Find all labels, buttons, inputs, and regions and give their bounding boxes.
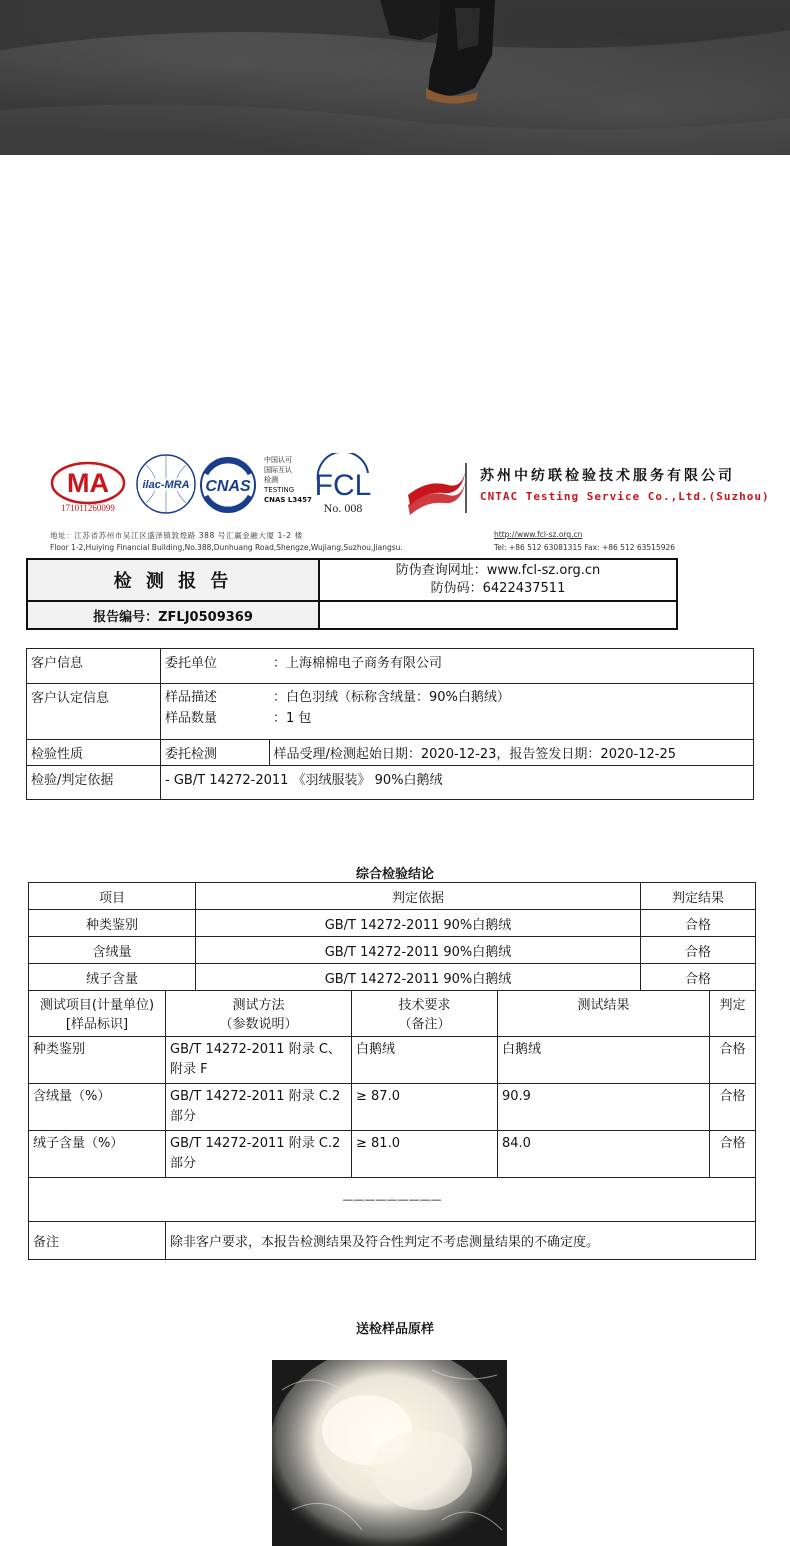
sample-qty-field: 样品数量 [165, 711, 218, 726]
ilac-mra-text: ilac-MRA [142, 479, 190, 491]
details-row-result: 90.9 [498, 1084, 710, 1131]
cnas-logo [198, 456, 258, 514]
ilac-mra-logo [136, 453, 196, 515]
down-feather-image [272, 1360, 507, 1546]
cma-logo-text: MA [67, 468, 109, 498]
summary-row-basis: GB/T 14272-2011 90%白鹅绒 [196, 937, 641, 964]
test-nature-field: 委托检测 [161, 740, 270, 766]
verify-cell [319, 559, 677, 601]
details-header-req-line: （备注） [398, 1017, 451, 1032]
details-header-judge: 判定 [710, 991, 756, 1037]
details-row-method: GB/T 14272-2011 附录 C.2 部分 [166, 1131, 352, 1178]
summary-header-basis: 判定依据 [196, 883, 641, 910]
client-confirm-fields [161, 684, 270, 740]
verify-url: 防伪查询网址：www.fcl-sz.org.cn [395, 563, 601, 578]
test-dates: 样品受理/检测起始日期：2020-12-23，报告签发日期：2020-12-25 [269, 740, 754, 766]
summary-header-item: 项目 [29, 883, 196, 910]
website-link[interactable]: http://www.fcl-sz.org.cn [494, 530, 583, 539]
fcl-logo [312, 453, 374, 517]
company-name-cn: 苏州中纺联检验技术服务有限公司 [480, 468, 735, 484]
client-info-table [26, 648, 754, 800]
sample-desc-field: 样品描述 [165, 690, 218, 705]
details-row-method: GB/T 14272-2011 附录 C、附录 F [166, 1037, 352, 1084]
details-row-judge: 合格 [710, 1084, 756, 1131]
summary-table [28, 882, 756, 991]
details-row-item: 绒子含量（%） [29, 1131, 166, 1178]
cnas-side-text [264, 455, 314, 515]
basis-label: 检验/判定依据 [27, 766, 161, 800]
details-header-item [29, 991, 166, 1037]
summary-row-item: 种类鉴别 [29, 910, 196, 937]
details-header-item-line: 测试项目(计量单位) [39, 998, 155, 1013]
client-confirm-label: 客户认定信息 [27, 684, 161, 740]
cma-logo [50, 461, 126, 513]
details-row-req: ≥ 81.0 [352, 1131, 498, 1178]
fcl-number: No. 008 [323, 501, 363, 515]
empty-cell [319, 601, 677, 629]
summary-row-result: 合格 [641, 910, 756, 937]
details-header-method-line: 测试方法 [232, 998, 285, 1013]
cnas-side-line: CNAS L3457 [264, 496, 312, 504]
details-header-result: 测试结果 [498, 991, 710, 1037]
details-row-judge: 合格 [710, 1037, 756, 1084]
tel-fax: Tel: +86 512 63081315 Fax: +86 512 63515926 [494, 543, 676, 552]
cnas-side-line: 国际互认 [264, 466, 292, 474]
details-row-item: 种类鉴别 [29, 1037, 166, 1084]
address-en: Floor 1-2,Huiying Financial Building,No.388,Dunhuang Road,Shengze,Wujiang,Suzhou,Jiangsu. [50, 543, 403, 552]
company-name-en: CNTAC Testing Service Co.,Ltd.(Suzhou) [480, 490, 770, 503]
cnas-side-line: 检测 [264, 476, 278, 484]
report-title-box [26, 558, 678, 630]
client-label: 客户信息 [27, 649, 161, 684]
sample-photo [272, 1360, 507, 1546]
fcl-logo-text: FCL [314, 469, 372, 502]
summary-row-basis: GB/T 14272-2011 90%白鹅绒 [196, 964, 641, 991]
client-value: ：上海棉棉电子商务有限公司 [269, 649, 754, 684]
details-row-req: 白鹅绒 [352, 1037, 498, 1084]
remark-text: 除非客户要求，本报告检测结果及符合性判定不考虑测量结果的不确定度。 [166, 1222, 756, 1260]
sample-desc-value: ：白色羽绒（标称含绒量：90%白鹅绒） [273, 690, 510, 705]
address-cn: 地址：江苏省苏州市吴江区盛泽镇敦煌路 388 号汇赢金融大厦 1-2 楼 [50, 531, 303, 540]
client-confirm-values [269, 684, 754, 740]
details-header-item-line: [样品标识] [65, 1017, 129, 1032]
boots-photo [0, 0, 790, 155]
details-row-req: ≥ 87.0 [352, 1084, 498, 1131]
details-row-result: 白鹅绒 [498, 1037, 710, 1084]
summary-header-result: 判定结果 [641, 883, 756, 910]
summary-row-result: 合格 [641, 937, 756, 964]
details-header-method-line: （参数说明） [219, 1017, 298, 1032]
client-field: 委托单位 [161, 649, 270, 684]
sample-qty-value: ：1 包 [273, 711, 312, 726]
details-header-req-line: 技术要求 [398, 998, 451, 1013]
report-title: 检 测 报 告 [27, 559, 319, 601]
basis-value: - GB/T 14272-2011 《羽绒服装》 90%白鹅绒 [161, 766, 754, 800]
verify-code: 防伪码：6422437511 [430, 581, 566, 596]
report-number: 报告编号：ZFLJ0509369 [27, 601, 319, 629]
cntac-logo [404, 461, 468, 515]
details-row-method: GB/T 14272-2011 附录 C.2 部分 [166, 1084, 352, 1131]
remark-label: 备注 [29, 1222, 166, 1260]
summary-row-result: 合格 [641, 964, 756, 991]
details-header-requirement [352, 991, 498, 1037]
cnas-side-line: TESTING [264, 486, 295, 494]
details-row-item: 含绒量（%） [29, 1084, 166, 1131]
summary-row-item: 含绒量 [29, 937, 196, 964]
summary-row-item: 绒子含量 [29, 964, 196, 991]
details-header-method [166, 991, 352, 1037]
summary-row-basis: GB/T 14272-2011 90%白鹅绒 [196, 910, 641, 937]
cnas-logo-text: CNAS [205, 478, 251, 495]
cnas-side-line: 中国认可 [264, 456, 292, 464]
summary-title: 综合检验结论 [355, 867, 434, 882]
cma-number: 171011260099 [61, 503, 115, 513]
end-of-results-mark: ————————— [29, 1178, 756, 1222]
test-nature-label: 检验性质 [27, 740, 161, 766]
details-row-result: 84.0 [498, 1131, 710, 1178]
details-table [28, 990, 756, 1260]
details-row-judge: 合格 [710, 1131, 756, 1178]
sample-title: 送检样品原样 [355, 1322, 434, 1337]
hero-photo [0, 0, 790, 155]
